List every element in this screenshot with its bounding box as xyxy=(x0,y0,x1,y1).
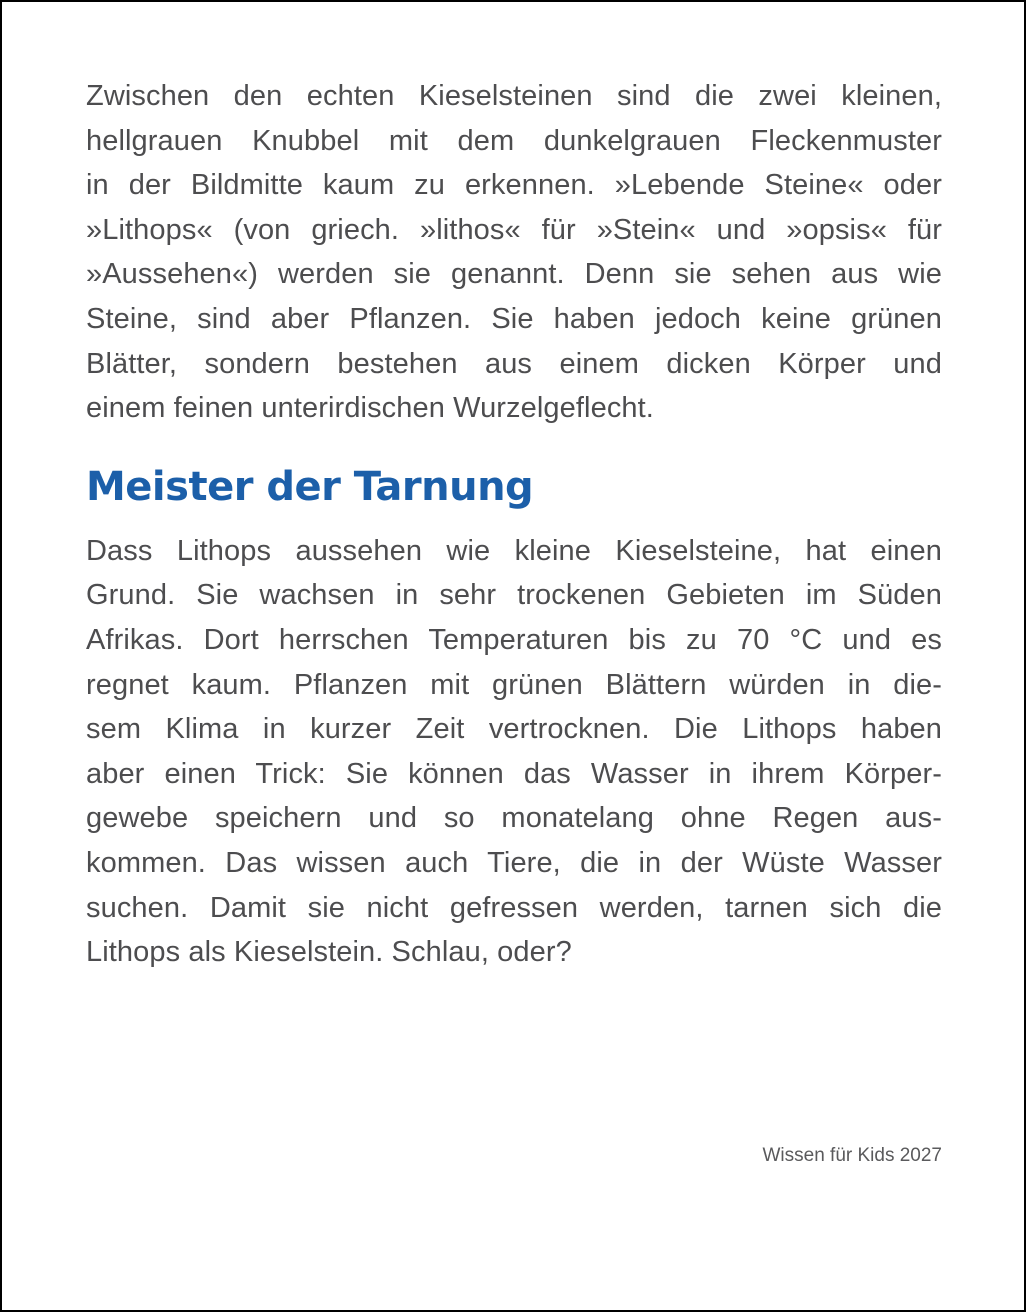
paragraph-line: kommen. Das wissen auch Tiere, die in der Wüste Wasser xyxy=(86,846,942,879)
intro-paragraph xyxy=(86,74,942,431)
text-column xyxy=(2,2,1024,975)
paragraph-line: sem Klima in kurzer Zeit vertrocknen. Die Lithops haben xyxy=(86,713,942,746)
paragraph-line: suchen. Damit sie nicht gefressen werden, tarnen sich die xyxy=(86,891,942,924)
paragraph-line: »Lithops« (von griech. »lithos« für »Stein« und »opsis« für xyxy=(86,213,942,246)
paragraph-line: »Aussehen«) werden sie genannt. Denn sie sehen aus wie xyxy=(86,258,942,291)
paragraph-line: Afrikas. Dort herrschen Temperaturen bis zu 70 °C und es xyxy=(86,623,942,656)
paragraph-line: Zwischen den echten Kieselsteinen sind die zwei kleinen, xyxy=(86,80,942,112)
section-heading: Meister der Tarnung xyxy=(86,463,534,510)
paragraph-line: Blätter, sondern bestehen aus einem dicken Körper und xyxy=(86,347,942,380)
paragraph-line: hellgrauen Knubbel mit dem dunkelgrauen Fleckenmuster xyxy=(86,124,942,157)
paragraph-line: aber einen Trick: Sie können das Wasser in ihrem Körper- xyxy=(86,757,942,790)
credit-line: Wissen für Kids 2027 xyxy=(762,1145,942,1166)
paragraph-line: einem feinen unterirdischen Wurzelgeflecht. xyxy=(86,392,654,425)
paragraph-line: gewebe speichern und so monatelang ohne Regen aus- xyxy=(86,802,942,835)
paragraph-line: in der Bildmitte kaum zu erkennen. »Lebende Steine« oder xyxy=(86,169,942,202)
paragraph-line: regnet kaum. Pflanzen mit grünen Blättern würden in die- xyxy=(86,668,942,701)
paragraph-line: Dass Lithops aussehen wie kleine Kieselsteine, hat einen xyxy=(86,534,942,567)
paragraph-line: Grund. Sie wachsen in sehr trockenen Gebieten im Süden xyxy=(86,579,942,612)
paragraph-line: Steine, sind aber Pflanzen. Sie haben jedoch keine grünen xyxy=(86,302,942,335)
paragraph-line: Lithops als Kieselstein. Schlau, oder? xyxy=(86,936,572,969)
body-paragraph xyxy=(86,529,942,975)
